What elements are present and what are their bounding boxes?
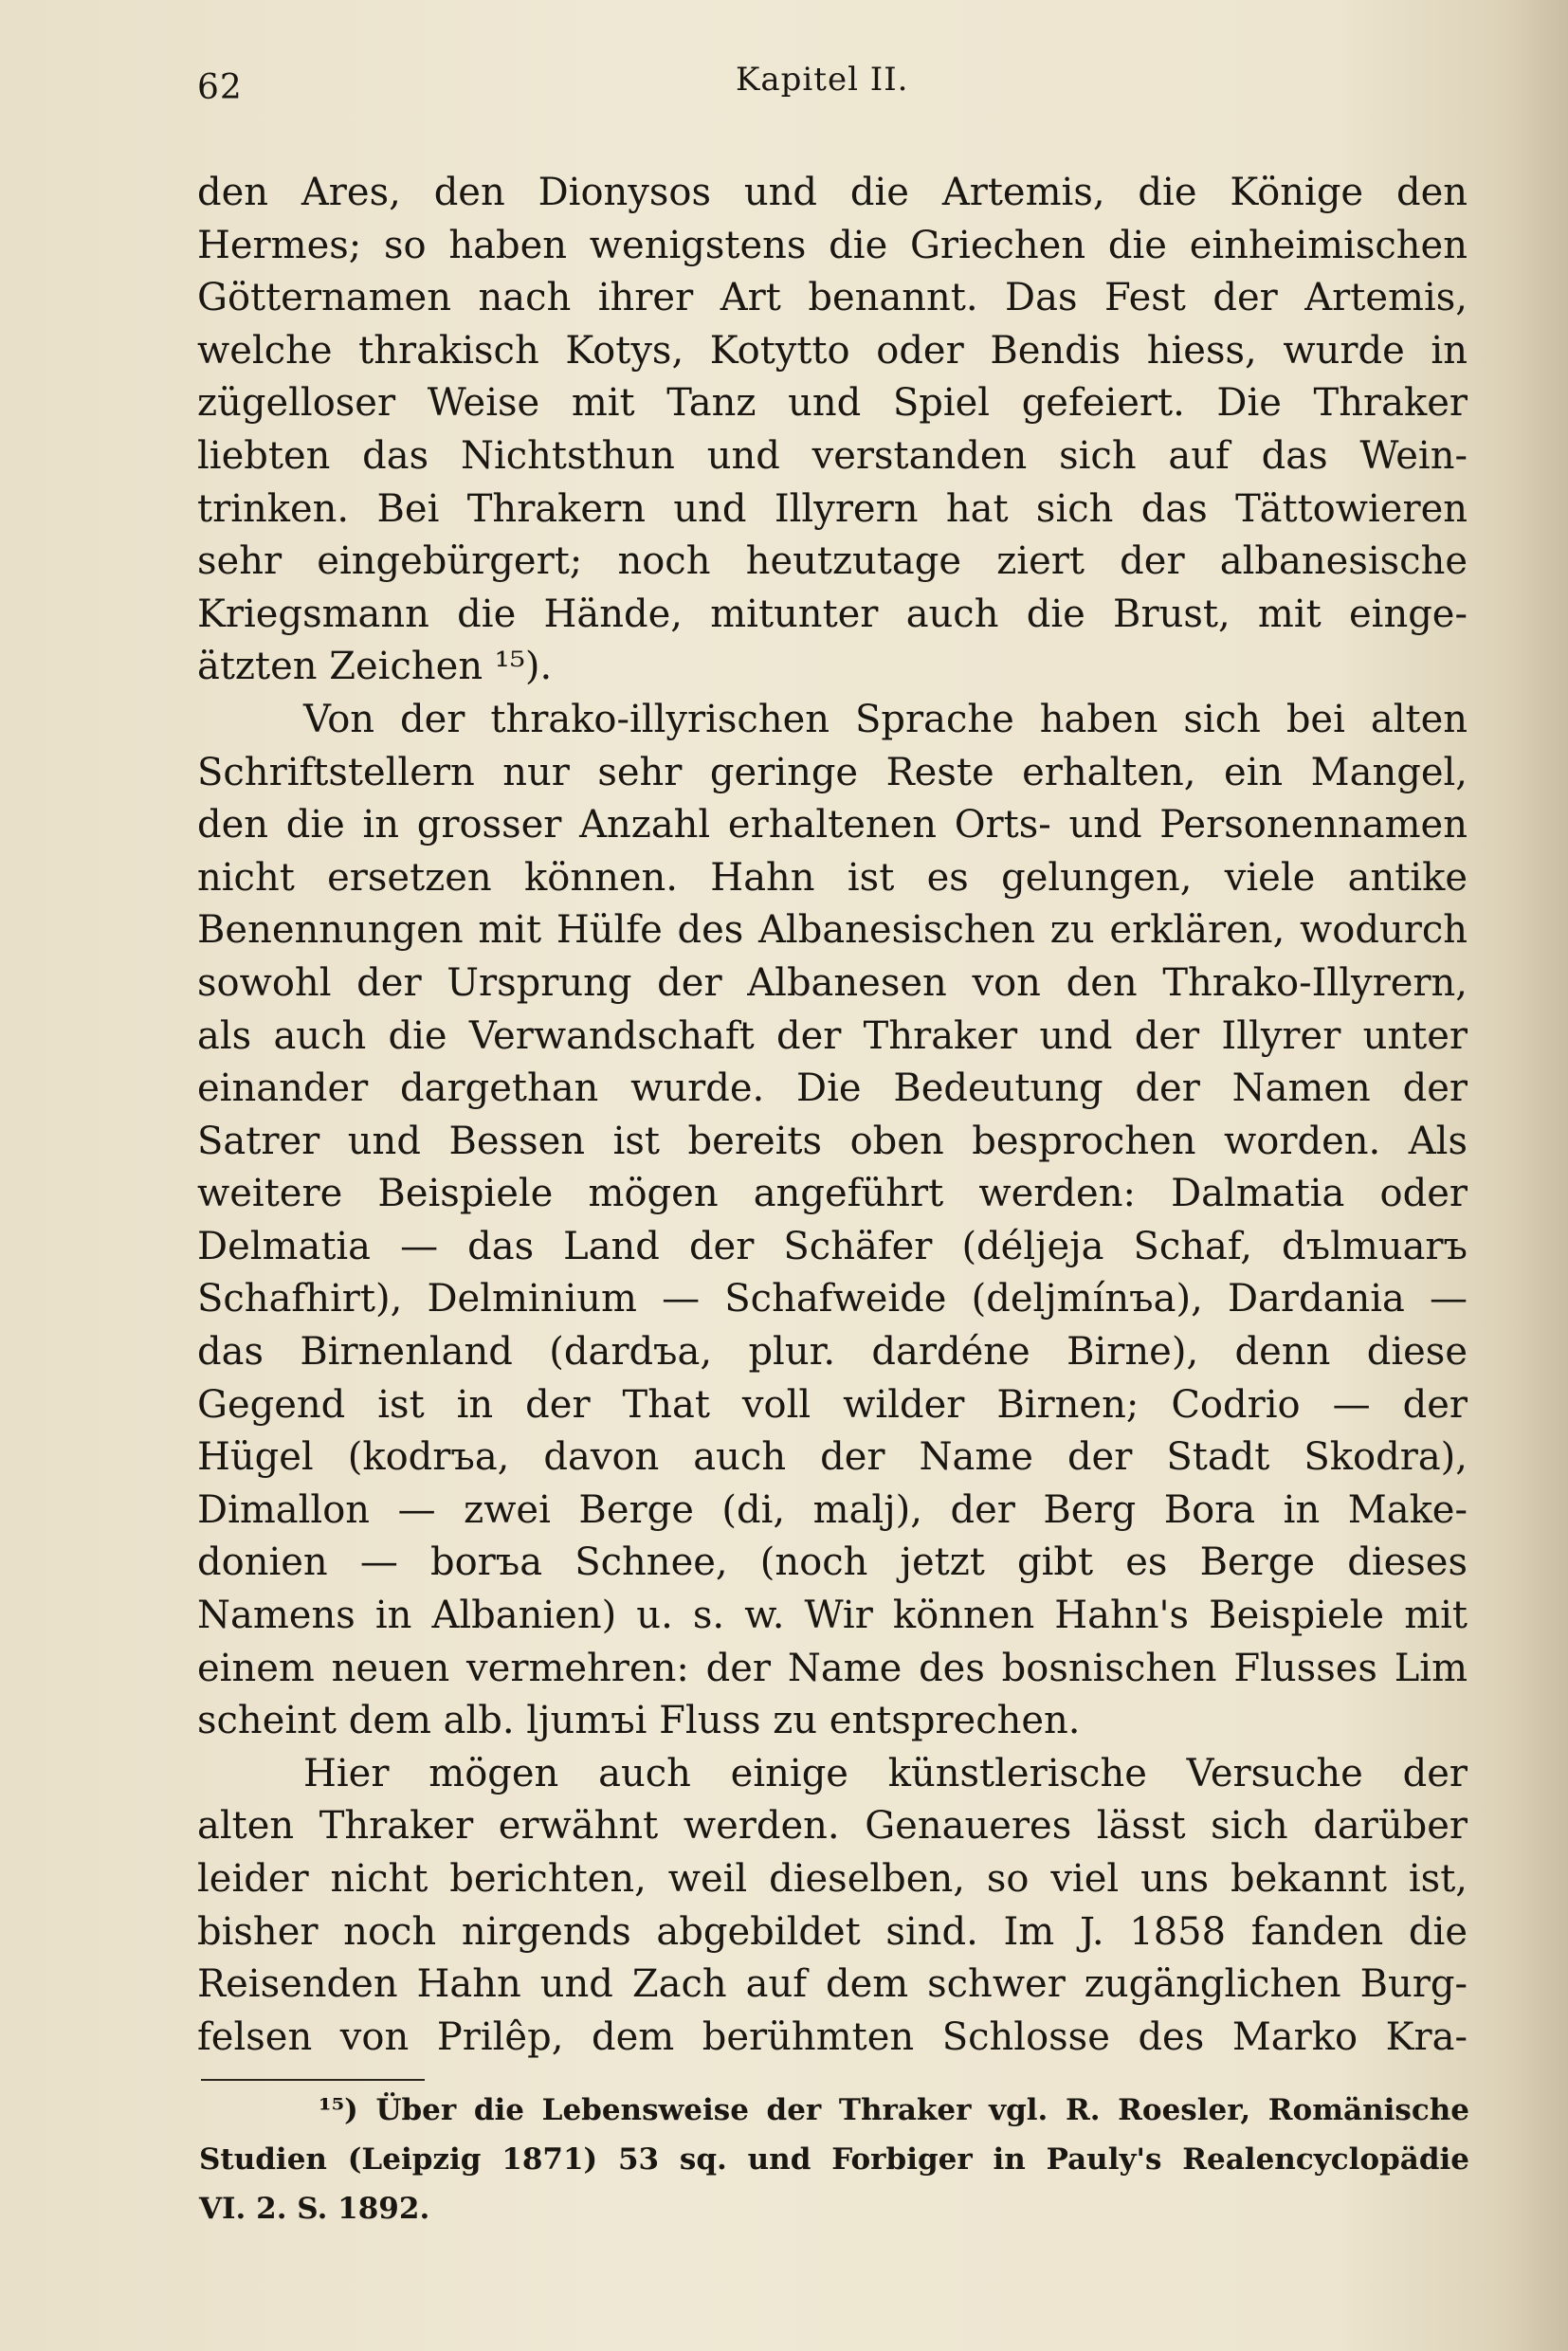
text-line: Schafhirt), Delminium — Schafweide (deljmínъa), Dardania — xyxy=(197,1277,1468,1321)
text-line: sowohl der Ursprung der Albanesen von den Thrako-Illyrern, xyxy=(197,960,1468,1005)
text-line: Gegend ist in der That voll wilder Birnen; Codrio — der xyxy=(197,1382,1468,1427)
text-line: bisher noch nirgends abgebildet sind. Im J. 1858 fanden die xyxy=(197,1909,1468,1954)
running-head: Kapitel II. xyxy=(736,61,909,99)
text-line: sehr eingebürgert; noch heutzutage ziert der albanesische xyxy=(197,539,1468,584)
text-line: Benennungen mit Hülfe des Albanesischen zu erklären, wodurch xyxy=(197,908,1468,953)
text-line: den die in grosser Anzahl erhaltenen Orts- und Personennamen xyxy=(197,803,1468,847)
page-header xyxy=(197,61,1468,118)
footnote xyxy=(199,2086,1469,2233)
text-line: Götternamen nach ihrer Art benannt. Das Fest der Artemis, xyxy=(197,276,1468,320)
text-line: den Ares, den Dionysos und die Artemis, die Könige den xyxy=(197,171,1468,214)
text-line: felsen von Prilêp, dem berühmten Schlosse des Marko Kra- xyxy=(197,2014,1468,2059)
text-line: Hier mögen auch einige künstlerische Versuche der xyxy=(303,1751,1468,1795)
text-line: donien — borъa Schnee, (noch jetzt gibt es Berge dieses xyxy=(197,1540,1468,1585)
text-line: ätzten Zeichen ¹⁵). xyxy=(197,645,553,689)
text-line: liebten das Nichtsthun und verstanden sich auf das Wein- xyxy=(197,433,1468,478)
text-line: Schriftstellern nur sehr geringe Reste erhalten, ein Mangel, xyxy=(197,750,1468,794)
text-line: Namens in Albanien) u. s. w. Wir können Hahn's Beispiele mit xyxy=(197,1594,1468,1638)
text-line: einem neuen vermehren: der Name des bosnischen Flusses Lim xyxy=(197,1646,1468,1690)
body-text xyxy=(197,167,1468,2064)
text-line: Dimallon — zwei Berge (di, malj), der Berg Bora in Make- xyxy=(197,1487,1468,1532)
text-line: als auch die Verwandschaft der Thraker und der Illyrer unter xyxy=(197,1013,1468,1058)
text-line: weitere Beispiele mögen angeführt werden: Dalmatia oder xyxy=(197,1172,1468,1216)
footnote-line: ¹⁵) Über die Lebensweise der Thraker vgl. R. Roesler, Romänische xyxy=(319,2093,1469,2127)
text-line: zügelloser Weise mit Tanz und Spiel gefeiert. Die Thraker xyxy=(197,381,1468,426)
text-line: Hermes; so haben wenigstens die Griechen die einheimischen xyxy=(197,223,1468,267)
text-line: welche thrakisch Kotys, Kotytto oder Bendis hiess, wurde in xyxy=(197,328,1468,373)
page-number: 62 xyxy=(197,68,243,107)
text-line: das Birnenland (dardъa, plur. dardéne Birne), denn diese xyxy=(197,1330,1468,1375)
text-line: alten Thraker erwähnt werden. Genaueres lässt sich darüber xyxy=(197,1804,1468,1849)
text-line: Reisenden Hahn und Zach auf dem schwer zugänglichen Burg- xyxy=(197,1962,1468,2007)
text-line: einander dargethan wurde. Die Bedeutung der Namen der xyxy=(197,1066,1468,1111)
footnote-divider xyxy=(201,2079,425,2081)
footnote-line: Studien (Leipzig 1871) 53 sq. und Forbiger in Pauly's Realencyclopädie xyxy=(199,2142,1469,2177)
text-line: Delmatia — das Land der Schäfer (déljeja Schaf, dъlmuarъ xyxy=(197,1224,1468,1268)
text-line: scheint dem alb. ljumъi Fluss zu entsprechen. xyxy=(197,1699,1081,1743)
text-line: trinken. Bei Thrakern und Illyrern hat sich das Tättowieren xyxy=(197,486,1468,531)
text-line: nicht ersetzen können. Hahn ist es gelungen, viele antike xyxy=(197,855,1468,900)
text-line: leider nicht berichten, weil dieselben, so viel uns bekannt ist, xyxy=(197,1857,1468,1901)
text-line: Von der thrako-illyrischen Sprache haben sich bei alten xyxy=(303,697,1468,741)
text-line: Satrer und Bessen ist bereits oben besprochen worden. Als xyxy=(197,1119,1468,1163)
text-line: Kriegsmann die Hände, mitunter auch die Brust, mit einge- xyxy=(197,592,1468,636)
footnote-line: VI. 2. S. 1892. xyxy=(199,2192,430,2226)
text-line: Hügel (kodrъa, davon auch der Name der Stadt Skodra), xyxy=(197,1435,1468,1480)
